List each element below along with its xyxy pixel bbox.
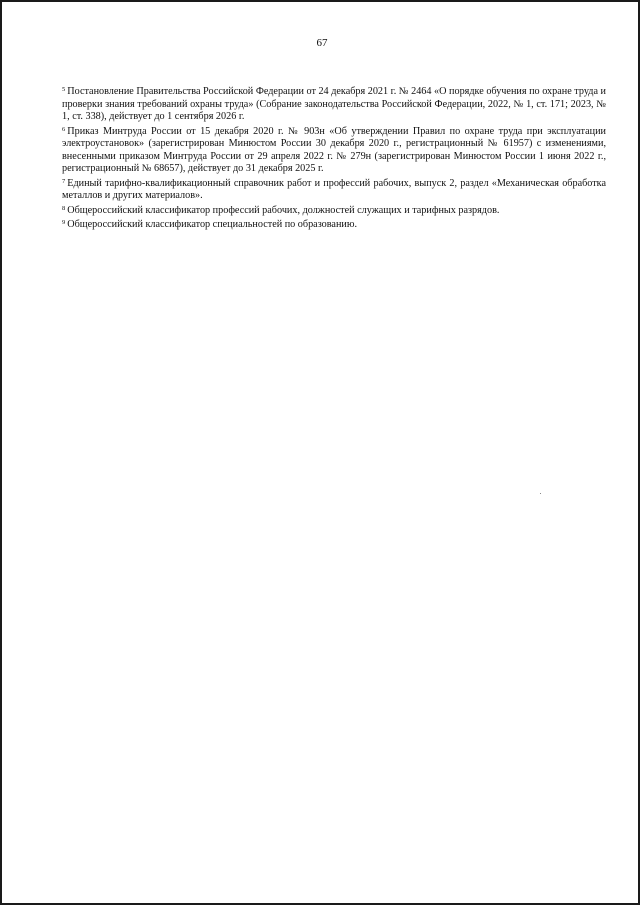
scan-speck — [540, 493, 541, 494]
footnote-text: Общероссийский классификатор профессий рабочих, должностей служащих и тарифных разрядов. — [67, 204, 500, 216]
footnote-5 — [62, 84, 606, 124]
footnote-7 — [62, 176, 606, 203]
footnote-mark: 5 — [62, 86, 66, 93]
footnote-text: Общероссийский классификатор специальностей по образованию. — [67, 219, 358, 230]
footnote-text: Приказ Минтруда России от 15 декабря 2020 г. № 903н «Об утверждении Правил по охране труда при эксплуатации электроустановок» (зарегистрирован Минюстом России 30 декабря 2020 г., регистрационный № 61957) с изменениями, внесенными приказом Минтруда России от 29 апреля 2022 г. № 279н (зарегистрирован Минюстом России 1 июня 2022 г., регистрационный № 68657), действует до 31 декабря 2025 г. — [62, 125, 606, 174]
footnote-mark: 6 — [62, 125, 66, 133]
footnote-mark: 7 — [62, 177, 66, 185]
footnote-mark: 8 — [62, 204, 66, 212]
footnote-6 — [62, 124, 606, 176]
footnotes-section — [62, 84, 606, 232]
page-number: 67 — [316, 37, 328, 49]
footnote-9 — [62, 217, 606, 232]
footnote-8 — [62, 203, 606, 218]
footnote-text: Постановление Правительства Российской Федерации от 24 декабря 2021 г. № 2464 «О порядке обучения по охране труда и проверки знания требований охраны труда» (Собрание законодательства Российской Федерации, 2022, № 1, ст. 171; 2023, № 1, ст. 338), действует до 1 сентября 2026 г. — [62, 86, 606, 122]
footnote-mark: 9 — [62, 219, 66, 226]
footnote-text: Единый тарифно-квалификационный справочник работ и профессий рабочих, выпуск 2, раздел «Механическая обработка металлов и других материалов». — [62, 177, 606, 201]
